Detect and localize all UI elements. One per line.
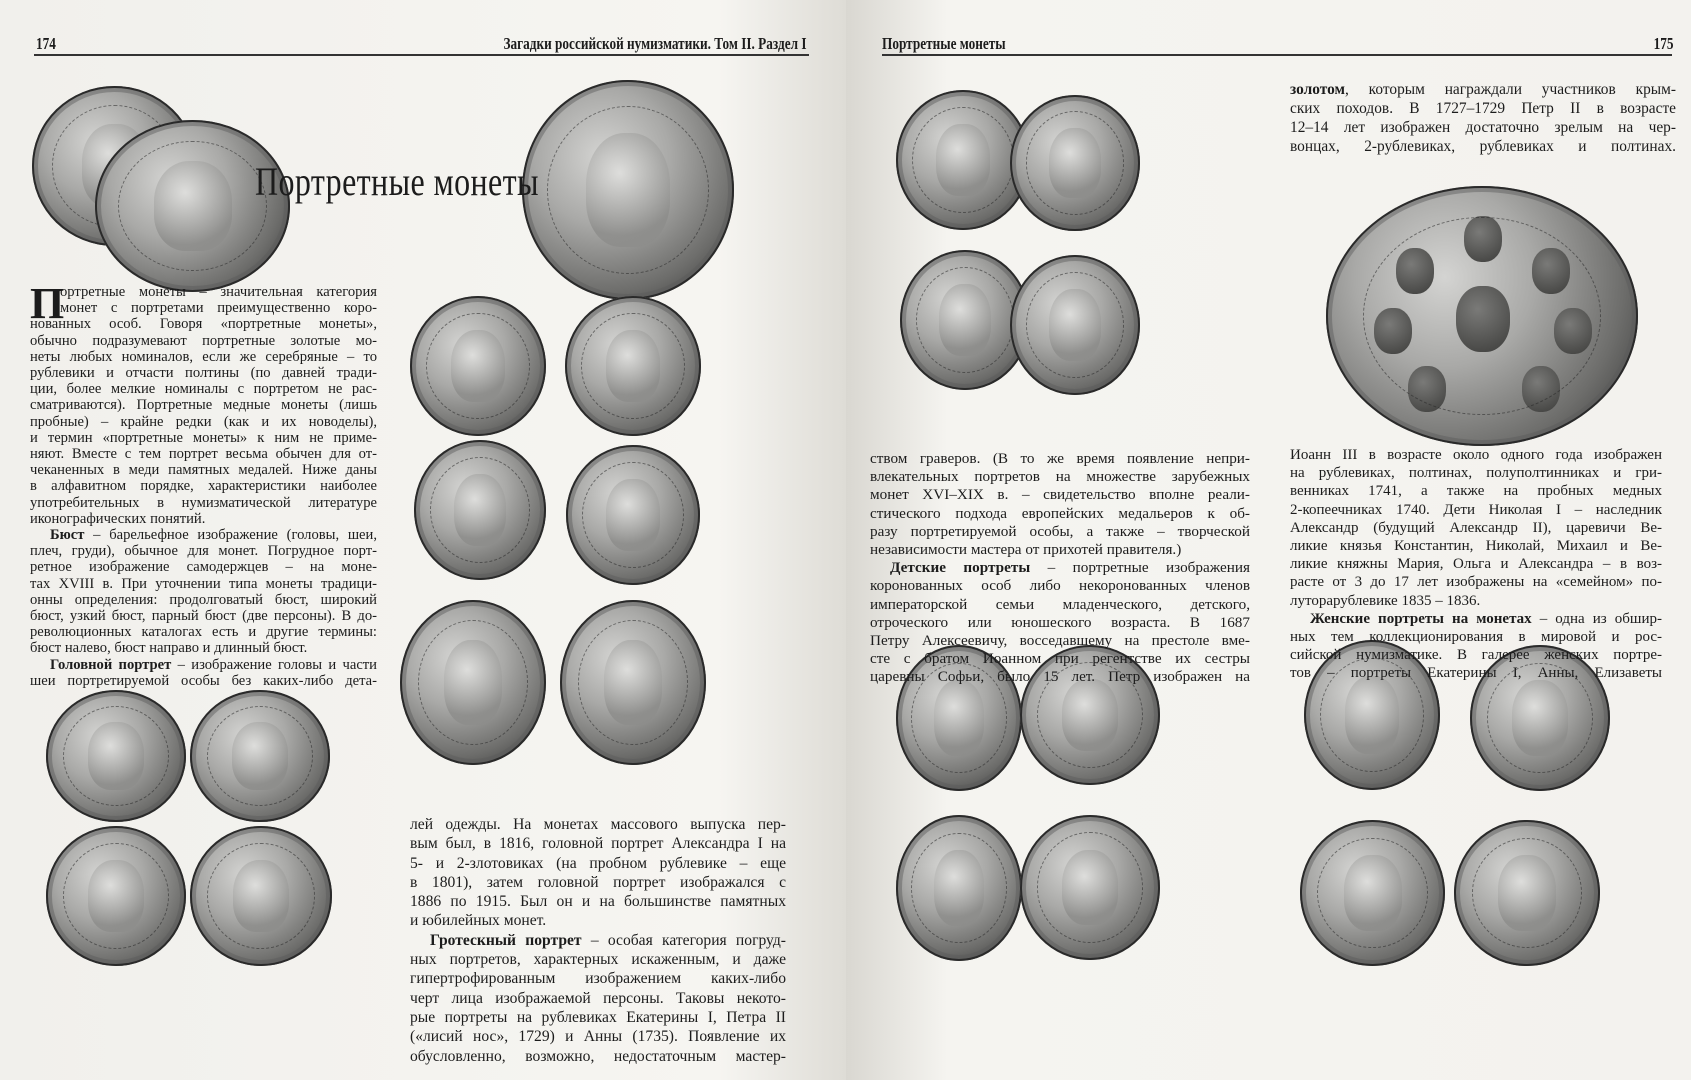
text-line xyxy=(1290,464,1662,482)
text-column xyxy=(1290,446,1662,683)
coin-image xyxy=(522,80,734,300)
page-number: 174 xyxy=(36,34,56,53)
line-text: царевны Софьи, было 15 лет. Петр изображен на xyxy=(870,668,1250,686)
line-text: ретное изображение самодержцев – на моне- xyxy=(30,559,377,576)
text-line xyxy=(30,592,377,608)
text-line xyxy=(30,657,377,673)
text-line xyxy=(1290,482,1662,500)
line-text: сийской нумизматике. В галерее женских портре- xyxy=(1290,647,1662,664)
coin-image xyxy=(95,120,290,292)
text-line xyxy=(1290,610,1662,628)
text-line xyxy=(30,640,377,656)
line-text: в 1801), затем головной портрет изображался с xyxy=(410,873,786,891)
line-text: расте от 3 до 17 лет изображены на «семейном» по- xyxy=(1290,574,1662,591)
text-line xyxy=(30,624,377,640)
text-line xyxy=(410,892,786,911)
coin-image xyxy=(1300,820,1445,966)
text-line xyxy=(1290,628,1662,646)
term-heading: золотом xyxy=(1290,81,1345,98)
line-text: нованных особ. Говоря «портретные монеты», xyxy=(30,316,377,333)
line-text: 12–14 лет изображен достаточно зрелым на чер- xyxy=(1290,119,1676,136)
text-line xyxy=(870,577,1250,595)
line-text: разу портретируемой особы, а также – творческой xyxy=(870,522,1250,540)
text-line xyxy=(30,397,377,413)
line-text: независимости мастера от прихотей правителя.) xyxy=(870,541,1182,559)
coin-image xyxy=(1454,820,1600,966)
line-text: ции, более мелкие номиналы с портретом не рас- xyxy=(30,381,377,398)
text-line xyxy=(30,527,377,543)
line-text: коронованных особ либо некоронованных членов xyxy=(870,577,1250,595)
text-line xyxy=(30,559,377,575)
line-text: сматриваются). Портретные медные монеты (лишь xyxy=(30,397,377,414)
text-line xyxy=(1290,573,1662,591)
text-line xyxy=(870,468,1250,486)
line-text: в алфавитном порядке, характеристики наиболее xyxy=(30,478,377,495)
line-text: онны определения: продолговатый бюст, широкий xyxy=(30,591,377,608)
coin-image xyxy=(190,690,330,822)
line-text: черт лица изображаемой персоны. Таковы некото- xyxy=(410,989,786,1007)
text-line xyxy=(410,873,786,892)
coin-image xyxy=(410,296,546,436)
term-heading: Бюст xyxy=(50,527,85,544)
text-line xyxy=(30,608,377,624)
line-text: стического подхода европейских медальеров к об- xyxy=(870,504,1250,522)
line-text: («лисий нос», 1729) и Анны (1735). Появление их xyxy=(410,1028,786,1046)
line-text: шеи портретируемой особы без каких-либо дета- xyxy=(30,672,377,689)
line-text: Александр (будущий Александр II), царевичи Ве- xyxy=(1290,519,1662,536)
text-line xyxy=(870,450,1250,468)
text-line xyxy=(30,414,377,430)
text-line xyxy=(410,1027,786,1046)
line-text: Иоанн III в возрасте около одного года изображен xyxy=(1290,447,1662,463)
coin-image xyxy=(1010,95,1140,231)
line-text: рые портреты на рублевиках Екатерины I, Петра II xyxy=(410,1008,786,1026)
line-text: 2-копеечниках 1740. Дети Николая I – наследник xyxy=(1290,501,1662,518)
line-text: няют. Вместе с тем портрет весьма обычен для от- xyxy=(30,446,377,463)
line-text: венниках 1741, а также на пробных медных xyxy=(1290,483,1662,500)
line-text: тов – портреты Екатерины I, Анны, Елизаветы xyxy=(1290,665,1662,682)
line-text: – портретные изображения xyxy=(1030,559,1251,577)
text-line xyxy=(410,969,786,988)
text-line xyxy=(870,650,1250,668)
running-head: Портретные монеты xyxy=(882,34,1006,53)
text-line xyxy=(1290,446,1662,464)
line-text: ских походов. В 1727–1729 Петр II в возрасте xyxy=(1290,100,1676,117)
line-text: императорской семьи младенческого, детского, xyxy=(870,595,1250,613)
text-line xyxy=(1290,592,1662,610)
coin-image xyxy=(1020,815,1160,960)
coin-image xyxy=(566,445,700,585)
text-line xyxy=(870,668,1250,686)
term-heading: Женские портреты на монетах xyxy=(1310,610,1532,627)
line-text: пробные) – крайне редки (как и их новоделы), xyxy=(30,413,377,430)
text-line xyxy=(870,559,1250,577)
line-text: отроческого или юношеского возраста. В 1687 xyxy=(870,613,1250,631)
line-text: ных портретов, характерных искаженным, и даже xyxy=(410,951,786,969)
line-text: сте с братом Иоанном при регентстве их сестры xyxy=(870,650,1250,668)
line-text: тах XVIII в. При уточнении типа монеты традици- xyxy=(30,575,377,592)
text-line xyxy=(30,316,377,332)
line-text: революционных каталогах есть и другие термины: xyxy=(30,624,377,641)
text-line xyxy=(1290,80,1676,99)
text-line xyxy=(30,543,377,559)
text-line xyxy=(870,486,1250,504)
text-line xyxy=(1290,646,1662,664)
text-line xyxy=(30,333,377,349)
line-text: ликие князья Константин, Николай, Михаил и Ве- xyxy=(1290,538,1662,555)
coin-image xyxy=(400,600,546,765)
coin-image xyxy=(896,815,1022,961)
line-text: – изображение головы и части xyxy=(171,656,377,673)
line-text: ликие княжны Мария, Ольга и Александра – в воз- xyxy=(1290,556,1662,573)
medal-image xyxy=(1326,186,1638,446)
line-text: иконографических понятий. xyxy=(30,510,206,527)
line-text: 5- и 2-злотовиках (на пробном рублевике – еще xyxy=(410,854,786,872)
line-text: и термин «портретные монеты» к ним не приме- xyxy=(30,429,377,446)
line-text: на рублевиках, полтинах, полуполтинниках и гри- xyxy=(1290,465,1662,482)
line-text: гипертрофированным изображением каких-либо xyxy=(410,970,786,988)
line-text: монет XVI–XIX в. – свидетельство вполне реали- xyxy=(870,486,1250,504)
line-text: луторарублевике 1835 – 1836. xyxy=(1290,592,1481,609)
text-line xyxy=(870,614,1250,632)
line-text: влекательных портретов на множестве зарубежных xyxy=(870,468,1250,486)
line-text: плеч, груди), обычное для монет. Погрудное порт- xyxy=(30,543,377,560)
text-column xyxy=(30,279,377,689)
line-text: и юбилейных монет. xyxy=(410,912,547,930)
text-line xyxy=(1290,137,1676,156)
text-line xyxy=(410,1008,786,1027)
coin-image xyxy=(46,690,186,822)
line-text: неты любых номиналов, если же серебряные – то xyxy=(30,348,377,365)
line-text: употребительных в нумизматической литературе xyxy=(30,494,377,511)
coin-image xyxy=(1010,255,1140,395)
text-line xyxy=(870,505,1250,523)
line-text: 1886 по 1915. Был он и на большинстве памятных xyxy=(410,893,786,911)
page-number: 175 xyxy=(1653,34,1673,53)
line-text: бюст налево, бюст направо и длинный бюст. xyxy=(30,640,308,657)
running-head: Загадки российской нумизматики. Том II. Раздел I xyxy=(502,34,806,53)
line-text: Петру Алексеевичу, восседавшему на престоле вме- xyxy=(870,632,1250,650)
coin-image xyxy=(190,826,332,966)
line-text: ных тем коллекционирования в мировой и рос- xyxy=(1290,629,1662,646)
text-line xyxy=(1290,555,1662,573)
text-line xyxy=(1290,537,1662,555)
term-heading: Детские портреты xyxy=(890,559,1031,577)
header-rule xyxy=(34,54,809,56)
text-line xyxy=(1290,664,1662,682)
text-line xyxy=(30,365,377,381)
text-line xyxy=(30,430,377,446)
line-text: лей одежды. На монетах массового выпуска пер- xyxy=(410,816,786,833)
line-text: ством граверов. (В то же время появление непри- xyxy=(870,450,1250,467)
text-line xyxy=(30,478,377,494)
text-line xyxy=(410,950,786,969)
coin-image xyxy=(565,296,701,436)
text-line xyxy=(870,596,1250,614)
coin-image xyxy=(46,826,186,966)
line-text: обычно подразумевают портретные золотые мо- xyxy=(30,332,377,349)
text-line xyxy=(1290,99,1676,118)
page-title: Портретные монеты xyxy=(255,159,539,204)
text-line xyxy=(30,511,377,527)
text-line xyxy=(410,1047,786,1066)
text-line xyxy=(410,815,786,834)
text-line xyxy=(410,989,786,1008)
term-heading: Гротескный портрет xyxy=(430,931,582,949)
line-text: обусловленно, возможно, недостаточным мастер- xyxy=(410,1047,786,1065)
line-text: , которым награждали участников крым- xyxy=(1344,81,1676,98)
text-line xyxy=(30,446,377,462)
text-line xyxy=(30,576,377,592)
text-line xyxy=(870,541,1250,559)
text-line xyxy=(410,834,786,853)
line-text: – особая категория погруд- xyxy=(581,931,787,949)
line-text: вонцах, 2-рублевиках, рублевиках и полтинах. xyxy=(1290,138,1676,155)
text-column xyxy=(1290,80,1676,156)
text-column xyxy=(870,450,1250,687)
header-rule xyxy=(882,54,1672,56)
drop-cap: П xyxy=(30,279,65,328)
line-text: ортретные монеты – значительная категория xyxy=(60,284,377,300)
text-line xyxy=(1290,501,1662,519)
text-line xyxy=(1290,519,1662,537)
line-text: вым был, в 1816, головной портрет Александра I на xyxy=(410,835,786,853)
text-line xyxy=(870,523,1250,541)
line-text: – одна из обшир- xyxy=(1531,610,1662,627)
line-text: чеканенных в меди памятных медалей. Ниже даны xyxy=(30,462,377,479)
text-line xyxy=(1290,118,1676,137)
term-heading: Головной портрет xyxy=(50,656,172,673)
text-line xyxy=(410,911,786,930)
right-page xyxy=(846,0,1691,1080)
text-line xyxy=(30,349,377,365)
text-line xyxy=(30,673,377,689)
text-line xyxy=(30,284,377,300)
line-text: рублевики и отчасти полтины (по давней тради- xyxy=(30,365,377,382)
coin-image xyxy=(414,440,546,580)
line-text: монет с портретами преимущественно коро- xyxy=(60,300,377,317)
text-line xyxy=(870,632,1250,650)
text-line xyxy=(30,462,377,478)
coin-image xyxy=(560,600,706,765)
text-line xyxy=(410,931,786,950)
text-line xyxy=(30,300,377,316)
text-column xyxy=(410,815,786,1066)
text-line xyxy=(30,495,377,511)
text-line xyxy=(30,381,377,397)
line-text: – барельефное изображение (головы, шеи, xyxy=(84,527,377,544)
line-text: бюст, узкий бюст, парный бюст (две персоны). В до- xyxy=(30,608,377,625)
text-line xyxy=(410,854,786,873)
